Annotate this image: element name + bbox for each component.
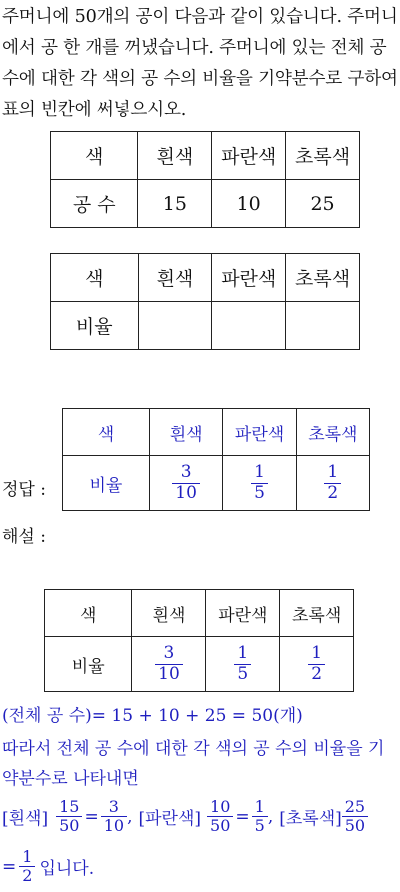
header-green: 초록색 [280, 590, 354, 637]
fraction-numerator: 1 [311, 642, 323, 663]
ratio-blue [223, 456, 296, 511]
header-color: 색 [45, 590, 132, 637]
fraction-denominator: 50 [56, 816, 82, 835]
fraction-denominator: 5 [252, 816, 268, 835]
fraction-numerator: 3 [163, 642, 175, 663]
fraction-numerator: 1 [22, 847, 33, 866]
blank-cell-blue[interactable] [212, 302, 286, 350]
header-blue: 파란색 [223, 409, 296, 456]
fraction-denominator: 10 [155, 664, 183, 685]
table-row [51, 180, 360, 228]
fraction-denominator: 50 [207, 816, 233, 835]
answer-table [62, 408, 370, 511]
fraction-numerator: 1 [237, 642, 249, 663]
ball-count-table [50, 131, 360, 228]
fraction-denominator: 50 [342, 816, 368, 835]
fraction-numerator: 1 [254, 461, 265, 482]
fraction-denominator: 10 [172, 483, 200, 504]
table-row [51, 302, 360, 350]
green-label: [초록색] [279, 809, 342, 830]
answer-label: 정답 : [2, 480, 46, 500]
header-color: 색 [63, 409, 150, 456]
fraction-numerator: 3 [180, 461, 192, 482]
header-white: 흰색 [132, 590, 206, 637]
equals-sign: = [84, 806, 99, 827]
white-label: [흰색] [2, 809, 49, 830]
header-blue: 파란색 [212, 132, 286, 180]
equals-sign: = [235, 806, 250, 827]
header-white: 흰색 [149, 409, 223, 456]
header-white: 흰색 [138, 132, 212, 180]
blank-cell-white[interactable] [138, 302, 212, 350]
ratio-green [280, 637, 354, 692]
fraction-numerator: 25 [344, 797, 366, 816]
fraction-numerator: 10 [210, 797, 231, 816]
solution-line-text-1: 따라서 전체 공 수에 대한 각 색의 공 수의 비율을 기 [2, 739, 385, 759]
solution-line-result [2, 848, 94, 886]
solution-line-fractions [2, 798, 368, 836]
table-row [63, 456, 370, 511]
header-green: 초록색 [296, 409, 369, 456]
table-row [63, 409, 370, 456]
row-label-ratio: 비율 [45, 637, 132, 692]
header-blue: 파란색 [212, 254, 286, 302]
blank-cell-green[interactable] [286, 302, 360, 350]
fraction-denominator: 5 [251, 483, 268, 504]
count-white: 15 [138, 180, 212, 228]
comma: , [267, 806, 274, 827]
problem-text: 주머니에 50개의 공이 다음과 같이 있습니다. 주머니에서 공 한 개를 꺼냈습니다. 주머니에 있는 전체 공 수에 대한 각 색의 공 수의 비율을 기약분수로 구하여 표의 빈칸에 써넣으시오. [2, 7, 398, 120]
ratio-blank-table [50, 253, 360, 350]
table-row [51, 254, 360, 302]
header-color: 색 [51, 254, 139, 302]
header-green: 초록색 [286, 132, 360, 180]
count-blue: 10 [212, 180, 286, 228]
row-label-ratio: 비율 [51, 302, 139, 350]
header-green: 초록색 [286, 254, 360, 302]
table-row [45, 637, 354, 692]
row-label-count: 공 수 [51, 180, 138, 228]
table-row [51, 132, 360, 180]
fraction-numerator: 1 [254, 797, 265, 816]
fraction-numerator: 1 [327, 461, 339, 482]
fraction-denominator: 2 [324, 483, 341, 504]
fraction-denominator: 5 [234, 664, 251, 685]
ratio-white [149, 456, 223, 511]
fraction-numerator: 3 [108, 797, 119, 816]
row-label-ratio: 비율 [63, 456, 150, 511]
comma: , [127, 806, 133, 827]
ratio-white [132, 637, 206, 692]
ratio-green [296, 456, 369, 511]
fraction-denominator: 2 [308, 664, 325, 685]
equals-sign: = [2, 856, 17, 877]
fraction-numerator: 15 [59, 797, 80, 816]
fraction-denominator: 2 [19, 866, 35, 885]
solution-line-total: (전체 공 수)= 15 + 10 + 25 = 50(개) [2, 706, 303, 726]
fraction-denominator: 10 [101, 816, 127, 835]
ratio-blue [206, 637, 280, 692]
table-row [45, 590, 354, 637]
blue-label: [파란색] [138, 809, 202, 830]
header-blue: 파란색 [206, 590, 280, 637]
solution-line-text-2: 약분수로 나타내면 [2, 769, 139, 789]
header-color: 색 [51, 132, 138, 180]
header-white: 흰색 [138, 254, 212, 302]
count-green: 25 [286, 180, 360, 228]
solution-label: 해설 : [2, 527, 46, 547]
result-tail: 입니다. [39, 859, 95, 880]
solution-table [44, 589, 354, 692]
